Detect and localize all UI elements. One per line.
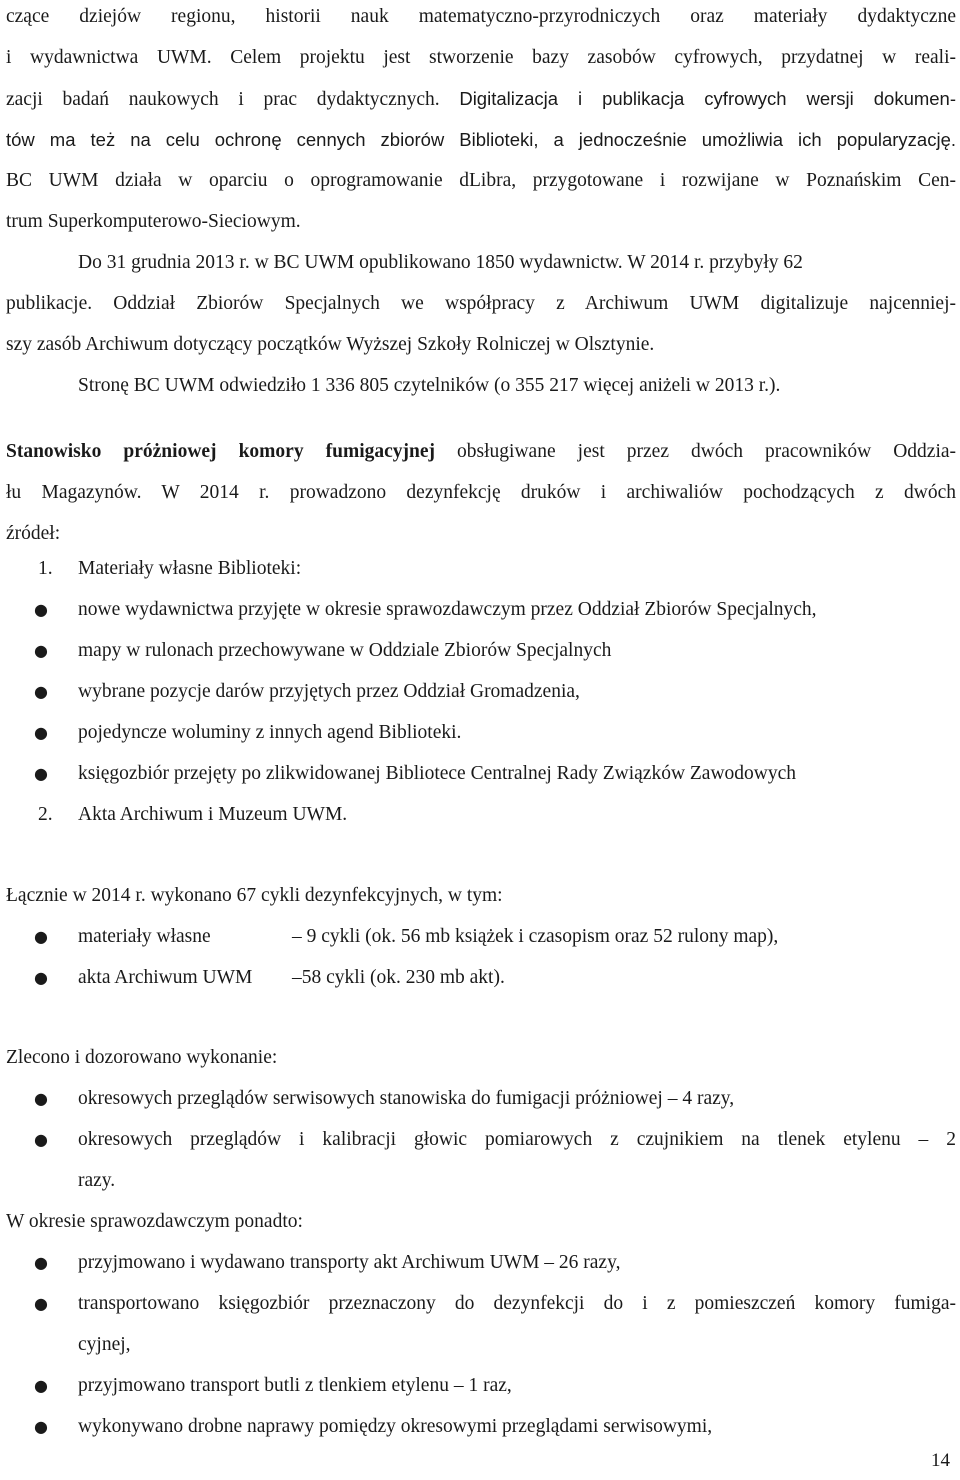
item-text: wykonywano drobne naprawy pomiędzy okresowymi przeglądami serwisowymi, — [78, 1416, 713, 1437]
item-text: Materiały własne Biblioteki: — [78, 558, 302, 579]
item-label: akta Archiwum UWM — [78, 967, 253, 988]
item-text: przyjmowano i wydawano transporty akt Archiwum UWM – 26 razy, — [78, 1252, 621, 1273]
paragraph-line: szy zasób Archiwum dotyczący początków Wyższej Szkoły Rolniczej w Olsztynie. — [6, 334, 655, 355]
item-text: transportowano księgozbiór przeznaczony do dezynfekcji do i z pomieszczeń komory fumiga- — [78, 1293, 956, 1314]
bold-heading-text: Stanowisko próżniowej komory fumigacyjnej — [6, 441, 436, 462]
bullet-icon: ● — [34, 641, 48, 660]
bullet-icon: ● — [34, 1376, 48, 1395]
item-text: mapy w rulonach przechowywane w Oddziale Zbiorów Specjalnych — [78, 640, 612, 661]
paragraph-line: Łącznie w 2014 r. wykonano 67 cykli dezynfekcyjnych, w tym: — [6, 885, 503, 906]
paragraph-line: czące dziejów regionu, historii nauk matematyczno-przyrodniczych oraz materiały dydaktyczne — [6, 6, 956, 27]
paragraph-line: trum Superkomputerowo-Sieciowym. — [6, 211, 301, 232]
bullet-icon: ● — [34, 1294, 48, 1313]
text-run: Digitalizacja i publikacja cyfrowych wersji dokumen- — [459, 88, 957, 109]
paragraph-line — [6, 439, 956, 465]
item-text: nowe wydawnictwa przyjęte w okresie sprawozdawczym przez Oddział Zbiorów Specjalnych, — [78, 599, 817, 620]
paragraph-line — [6, 86, 956, 113]
bullet-icon: ● — [34, 968, 48, 987]
bullet-icon: ● — [34, 723, 48, 742]
text-run: Oddział Zbiorów Specjalnych we współpracy z Archiwum UWM digitalizuje najcenniej- — [113, 293, 956, 314]
page-number: 14 — [931, 1450, 950, 1471]
item-number: 1. — [38, 558, 53, 579]
item-text: okresowych przeglądów i kalibracji głowic pomiarowych z czujnikiem na tlenek etylenu – 2 — [78, 1129, 956, 1150]
item-value: – 9 cykli (ok. 56 mb książek i czasopism oraz 52 rulony map), — [292, 926, 779, 947]
paragraph-line: i wydawnictwa UWM. Celem projektu jest stworzenie bazy zasobów cyfrowych, przydatnej w reali- — [6, 47, 956, 68]
item-text: cyjnej, — [78, 1334, 131, 1355]
item-text: okresowych przeglądów serwisowych stanowiska do fumigacji próżniowej – 4 razy, — [78, 1088, 735, 1109]
bullet-icon: ● — [34, 1089, 48, 1108]
bullet-icon: ● — [34, 682, 48, 701]
text-run: obsługiwane jest przez dwóch pracowników Oddzia- — [435, 441, 957, 462]
item-text: razy. — [78, 1170, 116, 1191]
item-text: wybrane pozycje darów przyjętych przez Oddział Gromadzenia, — [78, 681, 580, 702]
paragraph-line: Stronę BC UWM odwiedziło 1 336 805 czytelników (o 355 217 więcej aniżeli w 2013 r.). — [78, 375, 781, 396]
bullet-icon: ● — [34, 1130, 48, 1149]
paragraph-line: BC UWM działa w oparciu o oprogramowanie dLibra, przygotowane i rozwijane w Poznańskim Cen- — [6, 170, 956, 191]
text-run: publikacje. — [6, 293, 114, 314]
bullet-icon: ● — [34, 927, 48, 946]
paragraph-line: źródeł: — [6, 523, 61, 544]
paragraph-line — [6, 291, 956, 317]
paragraph-line: W okresie sprawozdawczym ponadto: — [6, 1211, 303, 1232]
paragraph-line: tów ma też na celu ochronę cennych zbiorów Biblioteki, a jednocześnie umożliwia ich popularyzację. — [6, 129, 956, 150]
bullet-icon: ● — [34, 1417, 48, 1436]
item-text: księgozbiór przejęty po zlikwidowanej Bibliotece Centralnej Rady Związków Zawodowych — [78, 763, 797, 784]
item-text: przyjmowano transport butli z tlenkiem etylenu – 1 raz, — [78, 1375, 512, 1396]
bullet-icon: ● — [34, 1253, 48, 1272]
item-text: Akta Archiwum i Muzeum UWM. — [78, 804, 348, 825]
bullet-icon: ● — [34, 600, 48, 619]
paragraph-line: Do 31 grudnia 2013 r. w BC UWM opublikowano 1850 wydawnictw. W 2014 r. przybyły 62 — [78, 252, 803, 273]
bullet-icon: ● — [34, 764, 48, 783]
item-number: 2. — [38, 804, 53, 825]
item-value: –58 cykli (ok. 230 mb akt). — [292, 967, 505, 988]
paragraph-line: Zlecono i dozorowano wykonanie: — [6, 1047, 278, 1068]
item-label: materiały własne — [78, 926, 211, 947]
item-text: pojedyncze woluminy z innych agend Biblioteki. — [78, 722, 462, 743]
paragraph-line: łu Magazynów. W 2014 r. prowadzono dezynfekcję druków i archiwaliów pochodzących z dwóch — [6, 482, 956, 503]
text-run: zacji badań naukowych i prac dydaktycznych. — [6, 89, 460, 110]
